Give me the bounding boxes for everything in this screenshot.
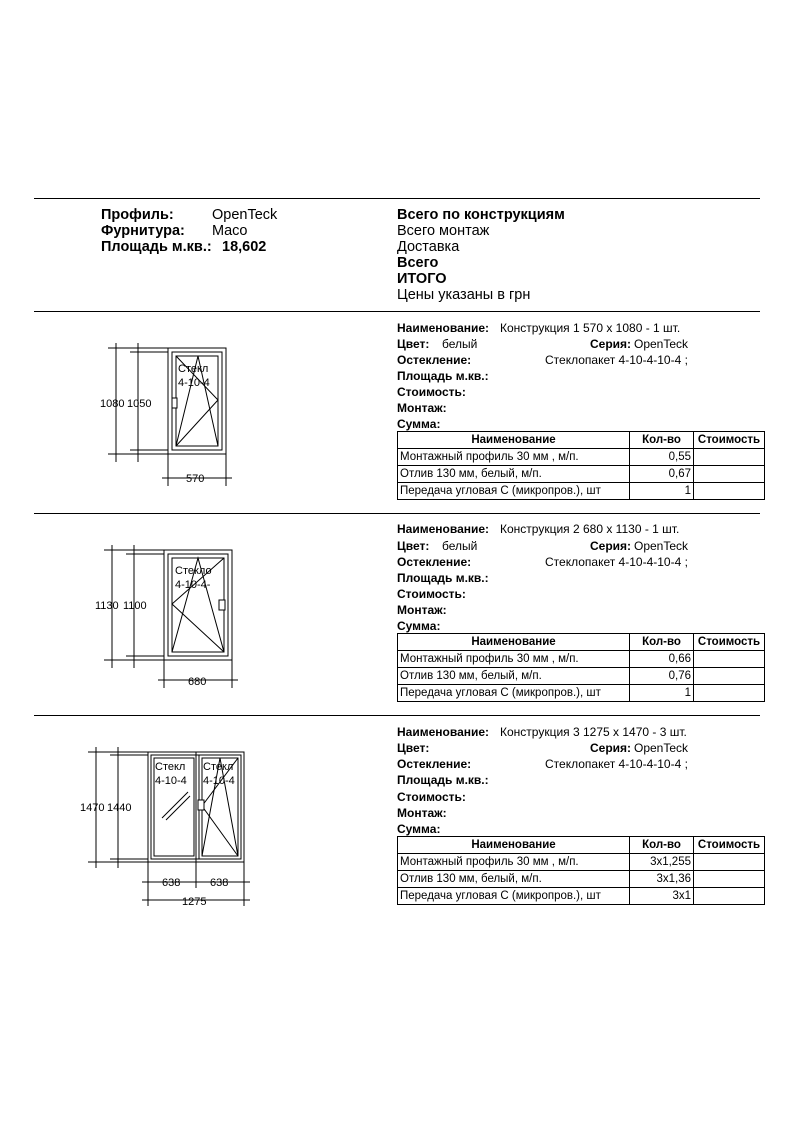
total-constructions: Всего по конструкциям bbox=[397, 207, 565, 223]
c2-frame bbox=[164, 550, 232, 660]
table-row bbox=[398, 466, 765, 483]
c1-dim-w: 570 bbox=[186, 473, 205, 485]
c3-color-label: Цвет: bbox=[397, 741, 430, 755]
c3-dim-h-inner: 1440 bbox=[107, 802, 132, 814]
area-label: Площадь м.кв.: bbox=[101, 239, 212, 255]
row-qty: 0,67 bbox=[630, 466, 694, 483]
c1-title: Конструкция 1 570 x 1080 - 1 шт. bbox=[500, 321, 681, 335]
separator-1 bbox=[34, 311, 760, 312]
c1-area-label: Площадь м.кв.: bbox=[397, 369, 489, 383]
row-qty: 1 bbox=[630, 483, 694, 500]
c1-spec-table bbox=[397, 431, 765, 500]
c2-installation-label: Монтаж: bbox=[397, 603, 447, 617]
col-cost-header: Стоимость bbox=[694, 837, 765, 854]
row-cost bbox=[694, 888, 765, 905]
table-header-row bbox=[398, 634, 765, 651]
c3-glass-label-1: Стекл bbox=[155, 761, 186, 773]
hardware-label: Фурнитура: bbox=[101, 223, 185, 239]
area-value: 18,602 bbox=[222, 239, 267, 255]
total-installation: Всего монтаж bbox=[397, 223, 490, 239]
row-cost bbox=[694, 668, 765, 685]
row-qty: 0,66 bbox=[630, 651, 694, 668]
c3-sum-label: Сумма: bbox=[397, 822, 441, 836]
c2-glazing-value: Стеклопакет 4-10-4-10-4 ; bbox=[545, 555, 688, 569]
col-qty-header: Кол-во bbox=[630, 432, 694, 449]
c1-color-label: Цвет: bbox=[397, 337, 430, 351]
c1-dim-h-inner: 1050 bbox=[127, 398, 152, 410]
c2-series-label: Серия: bbox=[590, 539, 632, 553]
table-header-row bbox=[398, 837, 765, 854]
c3-series-value: OpenTeck bbox=[634, 741, 689, 755]
table-row bbox=[398, 651, 765, 668]
c1-dim-h-outer: 1080 bbox=[100, 398, 125, 410]
c3-installation-label: Монтаж: bbox=[397, 806, 447, 820]
col-cost-header: Стоимость bbox=[694, 634, 765, 651]
row-qty: 0,76 bbox=[630, 668, 694, 685]
c3-area-label: Площадь м.кв.: bbox=[397, 773, 489, 787]
c1-glass-label-2: 4-10-4 bbox=[178, 377, 210, 389]
c2-sum-label: Сумма: bbox=[397, 619, 441, 633]
row-cost bbox=[694, 854, 765, 871]
c3-glass2-label-1: Стекл bbox=[203, 761, 234, 773]
row-name: Отлив 130 мм, белый, м/п. bbox=[398, 668, 630, 685]
c3-dim-w: 1275 bbox=[182, 896, 207, 908]
c1-series-value: OpenTeck bbox=[634, 337, 689, 351]
row-name: Отлив 130 мм, белый, м/п. bbox=[398, 871, 630, 888]
delivery: Доставка bbox=[397, 239, 460, 255]
c1-series-label: Серия: bbox=[590, 337, 632, 351]
table-row bbox=[398, 871, 765, 888]
row-cost bbox=[694, 483, 765, 500]
table-row bbox=[398, 685, 765, 702]
c3-glass-label-2: 4-10-4 bbox=[155, 775, 187, 787]
c2-dim-h-inner: 1100 bbox=[123, 600, 147, 612]
row-qty: 3x1 bbox=[630, 888, 694, 905]
row-qty: 3x1,36 bbox=[630, 871, 694, 888]
col-qty-header: Кол-во bbox=[630, 837, 694, 854]
row-name: Передача угловая С (микропров.), шт bbox=[398, 888, 630, 905]
c2-glass-label-2: 4-10-4- bbox=[175, 579, 211, 591]
c2-color-label: Цвет: bbox=[397, 539, 430, 553]
col-name-header: Наименование bbox=[398, 432, 630, 449]
table-row bbox=[398, 888, 765, 905]
row-name: Отлив 130 мм, белый, м/п. bbox=[398, 466, 630, 483]
row-cost bbox=[694, 651, 765, 668]
c3-dim-h-outer: 1470 bbox=[80, 802, 105, 814]
row-name: Передача угловая С (микропров.), шт bbox=[398, 483, 630, 500]
table-row bbox=[398, 449, 765, 466]
c2-name-label: Наименование: bbox=[397, 522, 490, 536]
c3-series-label: Серия: bbox=[590, 741, 632, 755]
c2-glazing-label: Остекление: bbox=[397, 555, 472, 569]
c1-cost-label: Стоимость: bbox=[397, 385, 466, 399]
c1-color-value: белый bbox=[442, 337, 478, 351]
table-header-row bbox=[398, 432, 765, 449]
row-cost bbox=[694, 871, 765, 888]
c3-dim-w1: 638 bbox=[162, 877, 181, 889]
c1-frame bbox=[168, 348, 226, 454]
c3-glass2-label-2: 4-10-4 bbox=[203, 775, 235, 787]
profile-value: OpenTeck bbox=[212, 207, 278, 223]
col-qty-header: Кол-во bbox=[630, 634, 694, 651]
row-name: Монтажный профиль 30 мм , м/п. bbox=[398, 854, 630, 871]
col-cost-header: Стоимость bbox=[694, 432, 765, 449]
profile-label: Профиль: bbox=[101, 207, 174, 223]
c2-title: Конструкция 2 680 x 1130 - 1 шт. bbox=[500, 522, 680, 536]
c3-frame bbox=[148, 752, 244, 862]
c1-installation-label: Монтаж: bbox=[397, 401, 447, 415]
col-name-header: Наименование bbox=[398, 634, 630, 651]
separator-3 bbox=[34, 715, 760, 716]
currency-note: Цены указаны в грн bbox=[397, 287, 531, 303]
c3-cost-label: Стоимость: bbox=[397, 790, 466, 804]
c1-sum-label: Сумма: bbox=[397, 417, 441, 431]
row-name: Монтажный профиль 30 мм , м/п. bbox=[398, 651, 630, 668]
c3-spec-table bbox=[397, 836, 765, 905]
table-row bbox=[398, 668, 765, 685]
row-qty: 3x1,255 bbox=[630, 854, 694, 871]
c3-glazing-value: Стеклопакет 4-10-4-10-4 ; bbox=[545, 757, 688, 771]
table-row bbox=[398, 854, 765, 871]
row-qty: 1 bbox=[630, 685, 694, 702]
c1-glass-label-1: Стекл bbox=[178, 363, 209, 375]
c3-title: Конструкция 3 1275 x 1470 - 3 шт. bbox=[500, 725, 687, 739]
separator-2 bbox=[34, 513, 760, 514]
row-qty: 0,55 bbox=[630, 449, 694, 466]
c2-area-label: Площадь м.кв.: bbox=[397, 571, 489, 585]
c3-name-label: Наименование: bbox=[397, 725, 490, 739]
c2-color-value: белый bbox=[442, 539, 478, 553]
col-name-header: Наименование bbox=[398, 837, 630, 854]
c2-series-value: OpenTeck bbox=[634, 539, 689, 553]
row-cost bbox=[694, 685, 765, 702]
c2-glass-label-1: Стекло bbox=[175, 565, 212, 577]
c3-glazing-label: Остекление: bbox=[397, 757, 472, 771]
c3-dim-w2: 638 bbox=[210, 877, 229, 889]
hardware-value: Maco bbox=[212, 223, 248, 239]
c2-dim-w: 680 bbox=[188, 676, 207, 688]
c1-glazing-value: Стеклопакет 4-10-4-10-4 ; bbox=[545, 353, 688, 367]
c1-name-label: Наименование: bbox=[397, 321, 490, 335]
table-row bbox=[398, 483, 765, 500]
row-cost bbox=[694, 449, 765, 466]
row-cost bbox=[694, 466, 765, 483]
total: Всего bbox=[397, 255, 439, 271]
c1-glazing-label: Остекление: bbox=[397, 353, 472, 367]
c2-dim-h-outer: 1130 bbox=[95, 600, 119, 612]
row-name: Передача угловая С (микропров.), шт bbox=[398, 685, 630, 702]
row-name: Монтажный профиль 30 мм , м/п. bbox=[398, 449, 630, 466]
c2-cost-label: Стоимость: bbox=[397, 587, 466, 601]
grand-total: ИТОГО bbox=[397, 271, 447, 287]
c2-spec-table bbox=[397, 633, 765, 702]
separator-top bbox=[34, 198, 760, 199]
